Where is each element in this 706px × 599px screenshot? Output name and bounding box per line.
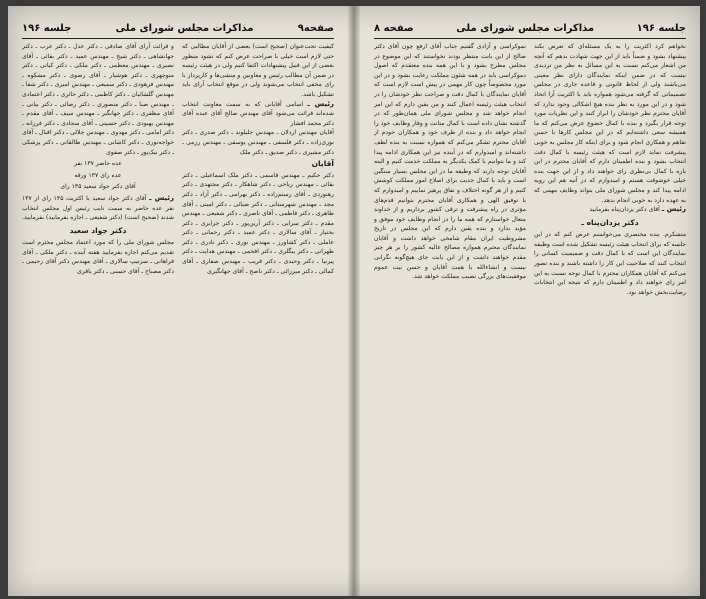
- right-page-title: مذاکرات مجلس شورای ملی: [456, 22, 595, 34]
- speaker-label: رئیس ـ: [661, 205, 686, 214]
- paragraph: آقای دکتر جواد سعید با اکثریت ۱۳۵ رای از ۱۳۷ نفر عده حاضر به سمت نایب رئیس اول مجلس انتخاب شدند (صحیح است) (دکتر شفیعی ـ اجازه بفرمایید) بفرمایید.: [22, 194, 174, 222]
- speaker-title: دکتر جواد سعید: [69, 225, 127, 235]
- left-page-header: [22, 20, 334, 39]
- paragraph: متشکرم. بنده مختصری می‌خواستم عرض کنم که در این جلسه که برای انتخاب هیئت رئیسه تشکیل شده است وظیفه نمایندگان این است که با کمال دقت و صمیمیت کسانی را انتخاب کنند که صلاحیت این کار را داشته باشند و بنده تصور می‌کنم که آقایان همکاران محترم با کمال توجه نسبت به این امر رای خواهند داد و اطمینان دارم که نتیجه این انتخابات رضایت‌بخش خواهد بود.: [534, 231, 686, 296]
- right-page-header: [374, 20, 686, 39]
- book-gutter: [348, 6, 360, 596]
- vote-count-line: عده حاضر ۱۳۷ نفر: [74, 160, 122, 168]
- left-page-session: جلسه ۱۹۶: [22, 22, 72, 34]
- paragraph: آقای دکتر یزدان‌پناه بفرمایید: [589, 206, 660, 214]
- section-heading: آقایان: [311, 159, 334, 169]
- names-list: دکتر حکیم ـ مهندس قاسمی ـ دکتر ملک اسماعیلی ـ دکتر بقائی ـ مهندس ریاحی ـ دکتر شاهکار ـ دکتر مجتهدی ـ دکتر رهنوردی ـ آقای رستم‌زاده ـ دکتر بهرامی ـ دکتر آزاد ـ دکتر مجد ـ مهندس شهرستانی ـ دکتر ضیائی ـ دکتر امینی ـ آقای طاهری ـ دکتر فاطمی ـ آقای ناصری ـ دکتر شفیعی ـ مهندس مقدم ـ دکتر سرابی ـ دکتر آرین‌پور ـ دکتر جزایری ـ دکتر بختیار ـ آقای سالاری ـ دکتر عمید ـ دکتر رحمانی ـ دکتر عاملی ـ دکتر کشاورز ـ مهندس نوری ـ دکتر نادری ـ دکتر طهرانی ـ دکتر بیگلری ـ دکتر افخمی ـ مهندس هدایت ـ دکتر پیرنیا ـ دکتر وحیدی ـ دکتر قریب ـ مهندس صفاری ـ آقای کمالی ـ دکتر میرزائی ـ دکتر ناصح ـ آقای جهانگیری: [182, 171, 334, 275]
- book-spread: [8, 6, 700, 596]
- names-list: و قرائت آرای آقای صادقی ـ دکتر عدل ـ دکتر عرب ـ دکتر جهانشاهی ـ دکتر شیخ ـ مهندس عمید ـ دکتر بقائی ـ آقای نصیری ـ مهندس معظمی ـ دکتر ملکی ـ دکتر کیانی ـ دکتر منوچهری ـ دکتر هوشیار ـ آقای رضوی ـ دکتر مشکوه ـ مهندس فرهودی ـ دکتر سمیعی ـ مهندس امیری ـ دکتر شفا ـ مهندس گلشائیان ـ دکتر کاظمی ـ دکتر حائری ـ دکتر اعتمادی ـ مهندس صبا ـ دکتر منصوری ـ دکتر رضائی ـ دکتر بیانی ـ آقای مظفری ـ دکتر جهانگیر ـ مهندس سیف ـ آقای مقدم ـ مهندس بهبودی ـ دکتر حسینی ـ آقای سجادی ـ دکتر فرزانه ـ دکتر امامی ـ دکتر مهدوی ـ مهندس جلالی ـ دکتر اقبال ـ آقای خواجه‌نوری ـ دکتر کاشانی ـ مهندس طالقانی ـ دکتر پزشکی ـ دکتر نیک‌پور ـ دکتر صفوی: [22, 43, 174, 156]
- paragraph: نموکراسی و آزادی گفتیم جناب آقای ارفع چون آقای دکتر صالح از این بابت منتظر بودند نخواستند که این موضوع در مجلس مطرح بشود و با این همه بنده معتقدم که اصول دموکراسی باید در همه شئون مملکت رعایت بشود و در این مورد مخصوصاً چون کار مهمی در پیش است لازم است که آقایان نمایندگان با کمال دقت و صراحت نظر خودشان را در انتخاب هیئت رئیسه اعمال کنند و من یقین دارم که این امر انجام خواهد شد و مجلس شورای ملی همان‌طور که در گذشته نشان داده است با کمال متانت و وقار وظایف خود را انجام خواهد داد و بنده از طرف خود و همکاران خودم از آقایان محترم تشکر می‌کنم که همواره نسبت به بنده لطف داشته‌اند و امیدوارم که در آینده نیز این همکاری ادامه پیدا کند و ما بتوانیم با کمک یکدیگر به مملکت خدمت کنیم و البته آقایان توجه دارند که وظیفه ما در این مجلس بسیار سنگین است و باید با کمال جدیت برای اصلاح امور مملکت کوشش کنیم و از هر گونه اختلاف و نفاق پرهیز نماییم و امیدوارم که با توفیق الهی و همکاری آقایان محترم بتوانیم قدم‌های مؤثری در راه پیشرفت و ترقی کشور برداریم و از خداوند متعال خواستارم که همه ما را در انجام وظایف خود موفق و مؤید بدارد و بنده یقین دارم که این مجلس در تاریخ مشروطیت ایران مقام شامخی خواهد داشت و آقایان نمایندگان محترم همواره مصالح عالیه کشور را بر هر چیز مقدم خواهند داشت و از این بابت جای هیچ‌گونه نگرانی نیست و انشاءالله با همت آقایان و حسن نیت عموم موفقیت‌های بزرگی نصیب مملکت خواهد شد.: [374, 43, 526, 281]
- left-page-columns: [22, 42, 334, 588]
- right-page-left-column: [374, 42, 526, 588]
- left-page-number: صفحه۹: [297, 22, 334, 34]
- paragraph: آقایان مهندس اردلان ـ مهندس جلیلوند ـ دکتر صدری ـ دکتر نوری‌زاده ـ دکتر فلسفی ـ مهندس یوسفی ـ مهندس رزمی ـ دکتر مشیری ـ دکتر صدیق ـ دکتر ملک: [182, 129, 334, 156]
- paragraph: مجلس شورای ملی را که مورد اعتماد مجلس محترم است تقدیم می‌کنم اجازه بفرمایید هفته آینده ـ دکتر ملکی ـ آقای فراهانی ـ سرتیپ سالاری ـ آقای مهندس دکتر آقای رحیمی ـ دکتر مصباح ـ آقای حسنی ـ دکتر باقری: [22, 239, 174, 276]
- left-page-title: مذاکرات مجلس شورای ملی: [115, 22, 254, 34]
- left-page: [8, 6, 348, 596]
- vote-count-line: عده رای ۱۳۷ ورقه: [74, 171, 122, 179]
- paragraph: اسامی آقایانی که به سمت معاونت انتخاب شده‌اند قرائت می‌شود آقای مهندس صالح آقای عبده آقای دکتر محمد افشار: [182, 100, 334, 127]
- right-page-right-column: [534, 42, 686, 588]
- right-page-number: صفحه ۸: [374, 22, 414, 34]
- paragraph: نخواهم کرد اکثریت را به یک مسئله‌ای که تعرض بکند پیشنهاد بشود و ضمناً باید از این جهت شهادت بدهم که آنچه من اشعار می‌کنم نسبت به این مسائل به نظر من تردیدی نیست که در ضمن اینکه نمایندگان دارای نظر معینی می‌باشند ولی از لحاظ قانونی و قاعده جاری در مجلس تصمیماتی که گرفته می‌شود همواره باید با اکثریت آرا اتخاذ شود و در این مورد به نظر بنده هیچ اشکالی وجود ندارد که آقایان محترم نظر خودشان را ابراز کنند و این نظریات مورد توجه قرار بگیرد و بنده با کمال خضوع عرض می‌کنم که ما همیشه سعی داشته‌ایم که در این مجلس کارها با حسن تفاهم و همکاری انجام شود و برای اینکه کار مجلس به خوبی پیشرفت نماید لازم است که هیئت رئیسه با کمال دقت انتخاب بشود و بنده اطمینان دارم که آقایان محترم در این باره با کمال بی‌نظری رای خواهند داد و از این جهت بنده خیلی خوشوقت هستم و امیدوارم که در آتیه هم این رویه ادامه پیدا کند و مجلس شورای ملی بتواند وظایف مهمی که به عهده دارد به خوبی انجام بدهد.: [534, 43, 686, 204]
- right-page-columns: [374, 42, 686, 588]
- right-page-session: جلسه ۱۹۶: [636, 22, 686, 34]
- left-page-left-column: [22, 42, 174, 588]
- paragraph: کیفیت تحت‌عنوان (صحیح است) بعضی از آقایان مطالبی که حتی لازم است خیلی با صراحت عرض کنم که نشود منظور بعضی از این قبیل پیشنهادات اکتفا کنیم ولی در هیئت رئیسه در ضمن آن مطالب رئیس و معاونین و منشی‌ها و کارپرداز با رای مخفی انتخاب می‌شوند ولی در موقع انتخاب آرای باید تشکیل باشد.: [182, 43, 334, 98]
- right-page: [360, 6, 700, 596]
- speaker-label: رئیس ـ: [149, 193, 174, 202]
- left-page-right-column: [182, 42, 334, 588]
- vote-count-line: آقای دکتر جواد سعید ۱۳۵ رای: [60, 183, 136, 191]
- speaker-label: رئیس ـ: [307, 99, 334, 108]
- speaker-title: دکتر یزدان‌پناه ـ: [581, 217, 639, 227]
